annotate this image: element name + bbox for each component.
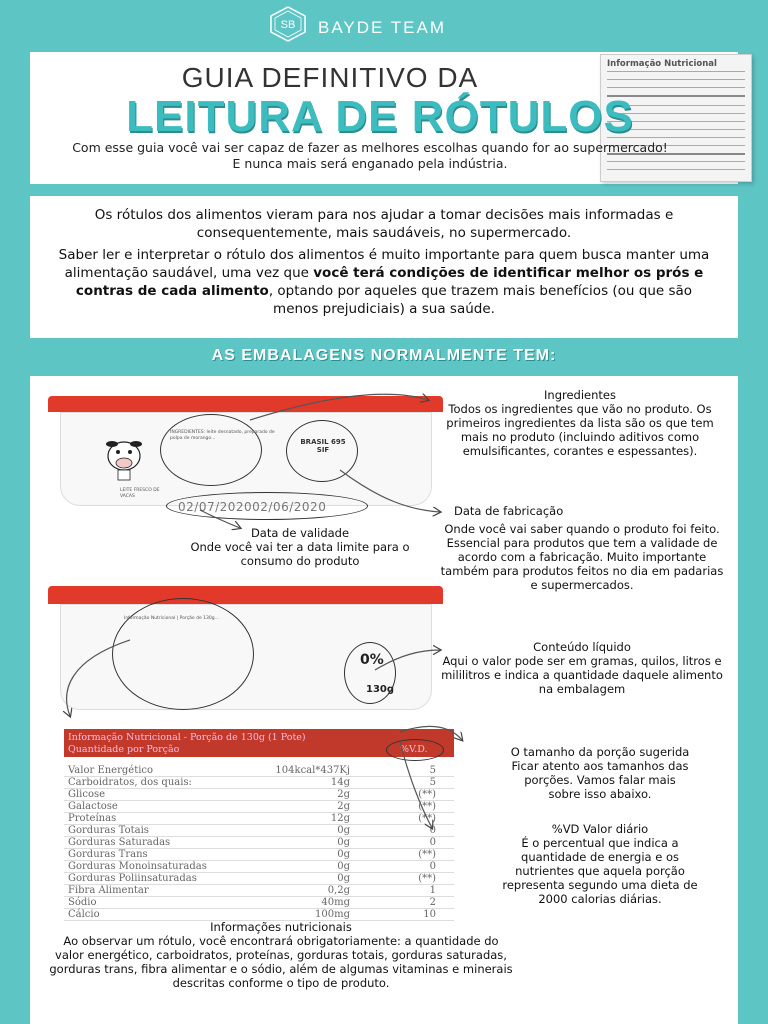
section-title: AS EMBALAGENS NORMALMENTE TEM: <box>211 347 557 364</box>
yogurt-package-side: Informação Nutricional | Porção de 130g... 0% 130g <box>48 580 443 715</box>
nutrient-quantity: 2g <box>337 789 350 800</box>
nutrient-quantity: 0g <box>337 837 350 848</box>
arrow-nutri-down <box>67 640 130 716</box>
package-weight: 130g <box>366 684 395 695</box>
nutrient-vd: 0 <box>429 825 436 836</box>
nutrient-quantity: 104kcal*437Kj <box>275 765 350 776</box>
nutrient-vd: 10 <box>423 909 436 920</box>
yogurt-package-top: LEITE FRESCO DE VACAS INGREDIENTES: leite desnatado, preparado de polpa de morango... BRASIL 695 SIF 02/07/202002/06/2020 <box>48 390 443 520</box>
intro-paragraph-1: Os rótulos dos alimentos vieram para nos ajudar a tomar decisões mais informadas e consequentemente, mais saudáveis, no supermercado. <box>94 207 674 241</box>
title-small: GUIA DEFINITIVO DA <box>181 62 479 93</box>
nutrient-name: Galactose <box>68 801 118 812</box>
nutrient-name: Fibra Alimentar <box>68 885 149 896</box>
nutrient-vd: (**) <box>418 873 436 884</box>
nutrient-name: Sódio <box>68 897 97 908</box>
arrow-porcao <box>400 726 462 740</box>
note-informacoes-title: Informações nutricionais <box>210 920 352 934</box>
nutrient-quantity: 0g <box>337 873 350 884</box>
arrow-conteudo <box>375 650 440 670</box>
nutrient-quantity: 12g <box>330 813 350 824</box>
nutrient-quantity: 0g <box>337 849 350 860</box>
nutrition-table-title: Informação Nutricional - Porção de 130g (1 Pote) <box>68 732 306 743</box>
note-fabricacao-title: Data de fabricação <box>454 504 564 518</box>
brand-name: BAYDE TEAM <box>318 18 447 37</box>
nutrient-name: Gorduras Poliinsaturadas <box>68 873 197 884</box>
nutrient-vd: 1 <box>429 885 436 896</box>
nutrient-name: Proteínas <box>68 813 117 824</box>
note-fabricacao-text: Onde você vai saber quando o produto foi feito. Essencial para produtos que tem a validade de acordo com a fabricação. Muito importante também para produtos feitos no dia em padarias e supermercados. <box>440 522 724 592</box>
note-conteudo-text: Aqui o valor pode ser em gramas, quilos, litros e mililitros e indica a quantidade daquele alimento na embalagem <box>441 654 723 696</box>
intro-p2-bold: você terá condições de identificar melhor os prós e contras de cada alimento <box>75 265 704 299</box>
nutrient-vd: 0 <box>429 837 436 848</box>
package-percent: 0% <box>360 652 384 668</box>
nutrient-vd: (**) <box>418 813 436 824</box>
nutrient-quantity: 40mg <box>321 897 350 908</box>
note-vd-text: É o percentual que indica a quantidade de energia e os nutrientes que aquela porção representa segundo uma dieta de 2000 calorias diárias. <box>502 836 698 906</box>
nutrient-name: Valor Energético <box>68 765 154 776</box>
arrow-stamp <box>340 470 440 512</box>
nutrient-vd: 5 <box>429 777 436 788</box>
brand-logo-text: SB <box>280 19 296 31</box>
nutrient-vd: (**) <box>418 801 436 812</box>
arrow-ingredientes <box>250 394 428 420</box>
note-conteudo-title: Conteúdo líquido <box>533 640 631 654</box>
nutrient-quantity: 14g <box>330 777 350 788</box>
title-subtitle: Com esse guia você vai ser capaz de fazer as melhores escolhas quando for ao supermercado! E nunca mais será enganado pela indústria. <box>72 140 668 171</box>
nutrient-vd: (**) <box>418 789 436 800</box>
nutrient-name: Glicose <box>68 789 106 800</box>
nutrient-quantity: 0g <box>337 825 350 836</box>
arrow-vd <box>400 742 432 828</box>
note-informacoes-text: Ao observar um rótulo, você encontrará obrigatoriamente: a quantidade do valor energético, carboidratos, proteínas, gorduras totais, gorduras saturadas, gorduras trans, fibra alimentar e o sódio, além de algumas vitaminas e minerais descritas conforme o tipo de produto. <box>49 934 513 990</box>
nutrition-table-vd-label: %V.D. <box>400 744 428 755</box>
note-vd-title: %VD Valor diário <box>551 822 649 836</box>
note-validade-title: Data de validade <box>250 526 350 540</box>
nutrient-name: Carboidratos, dos quais: <box>68 777 192 788</box>
note-porcao-text: Ficar atento aos tamanhos das porções. Vamos falar mais sobre isso abaixo. <box>511 759 689 801</box>
nutrient-vd: 0 <box>429 861 436 872</box>
intro-p2-start: Saber ler e interpretar o rótulo dos alimentos é muito importante para quem busca manter uma alimentação saudável, uma vez que <box>58 247 710 281</box>
note-porcao-title: O tamanho da porção sugerida <box>510 745 690 759</box>
nutrient-vd: (**) <box>418 849 436 860</box>
package-dates: 02/07/202002/06/2020 <box>178 500 327 514</box>
nutrient-quantity: 0,2g <box>327 885 350 896</box>
intro-p2-end: , optando por aqueles que trazem mais benefícios (ou que são menos prejudiciais) a sua saúde. <box>268 283 693 317</box>
nutrient-quantity: 2g <box>337 801 350 812</box>
arrow-validade <box>200 510 240 528</box>
note-validade-text: Onde você vai ter a data limite para o consumo do produto <box>190 540 410 568</box>
note-ingredientes-title: Ingredientes <box>544 388 616 402</box>
inspection-stamp: BRASIL 695 SIF <box>300 438 346 454</box>
nutrient-name: Gorduras Monoinsaturadas <box>68 861 207 872</box>
nutrient-name: Gorduras Totais <box>68 825 149 836</box>
nutrition-label-image-title: Informação Nutricional <box>607 59 717 69</box>
nutrient-quantity: 100mg <box>315 909 350 920</box>
nutrient-vd: 2 <box>429 897 436 908</box>
nutrient-vd: 5 <box>429 765 436 776</box>
nutrient-name: Gorduras Trans <box>68 849 148 860</box>
nutrient-name: Gorduras Saturadas <box>68 837 171 848</box>
note-ingredientes-text: Todos os ingredientes que vão no produto. Os primeiros ingredientes da lista são os que tem mais no produto (incluindo aditivos como emulsificantes, corantes e espessantes). <box>446 402 714 458</box>
nutrition-table-subtitle: Quantidade por Porção <box>68 744 180 755</box>
nutrient-name: Cálcio <box>68 909 100 920</box>
nutrient-quantity: 0g <box>337 861 350 872</box>
page-title: LEITURA DE RÓTULOS <box>126 92 634 141</box>
